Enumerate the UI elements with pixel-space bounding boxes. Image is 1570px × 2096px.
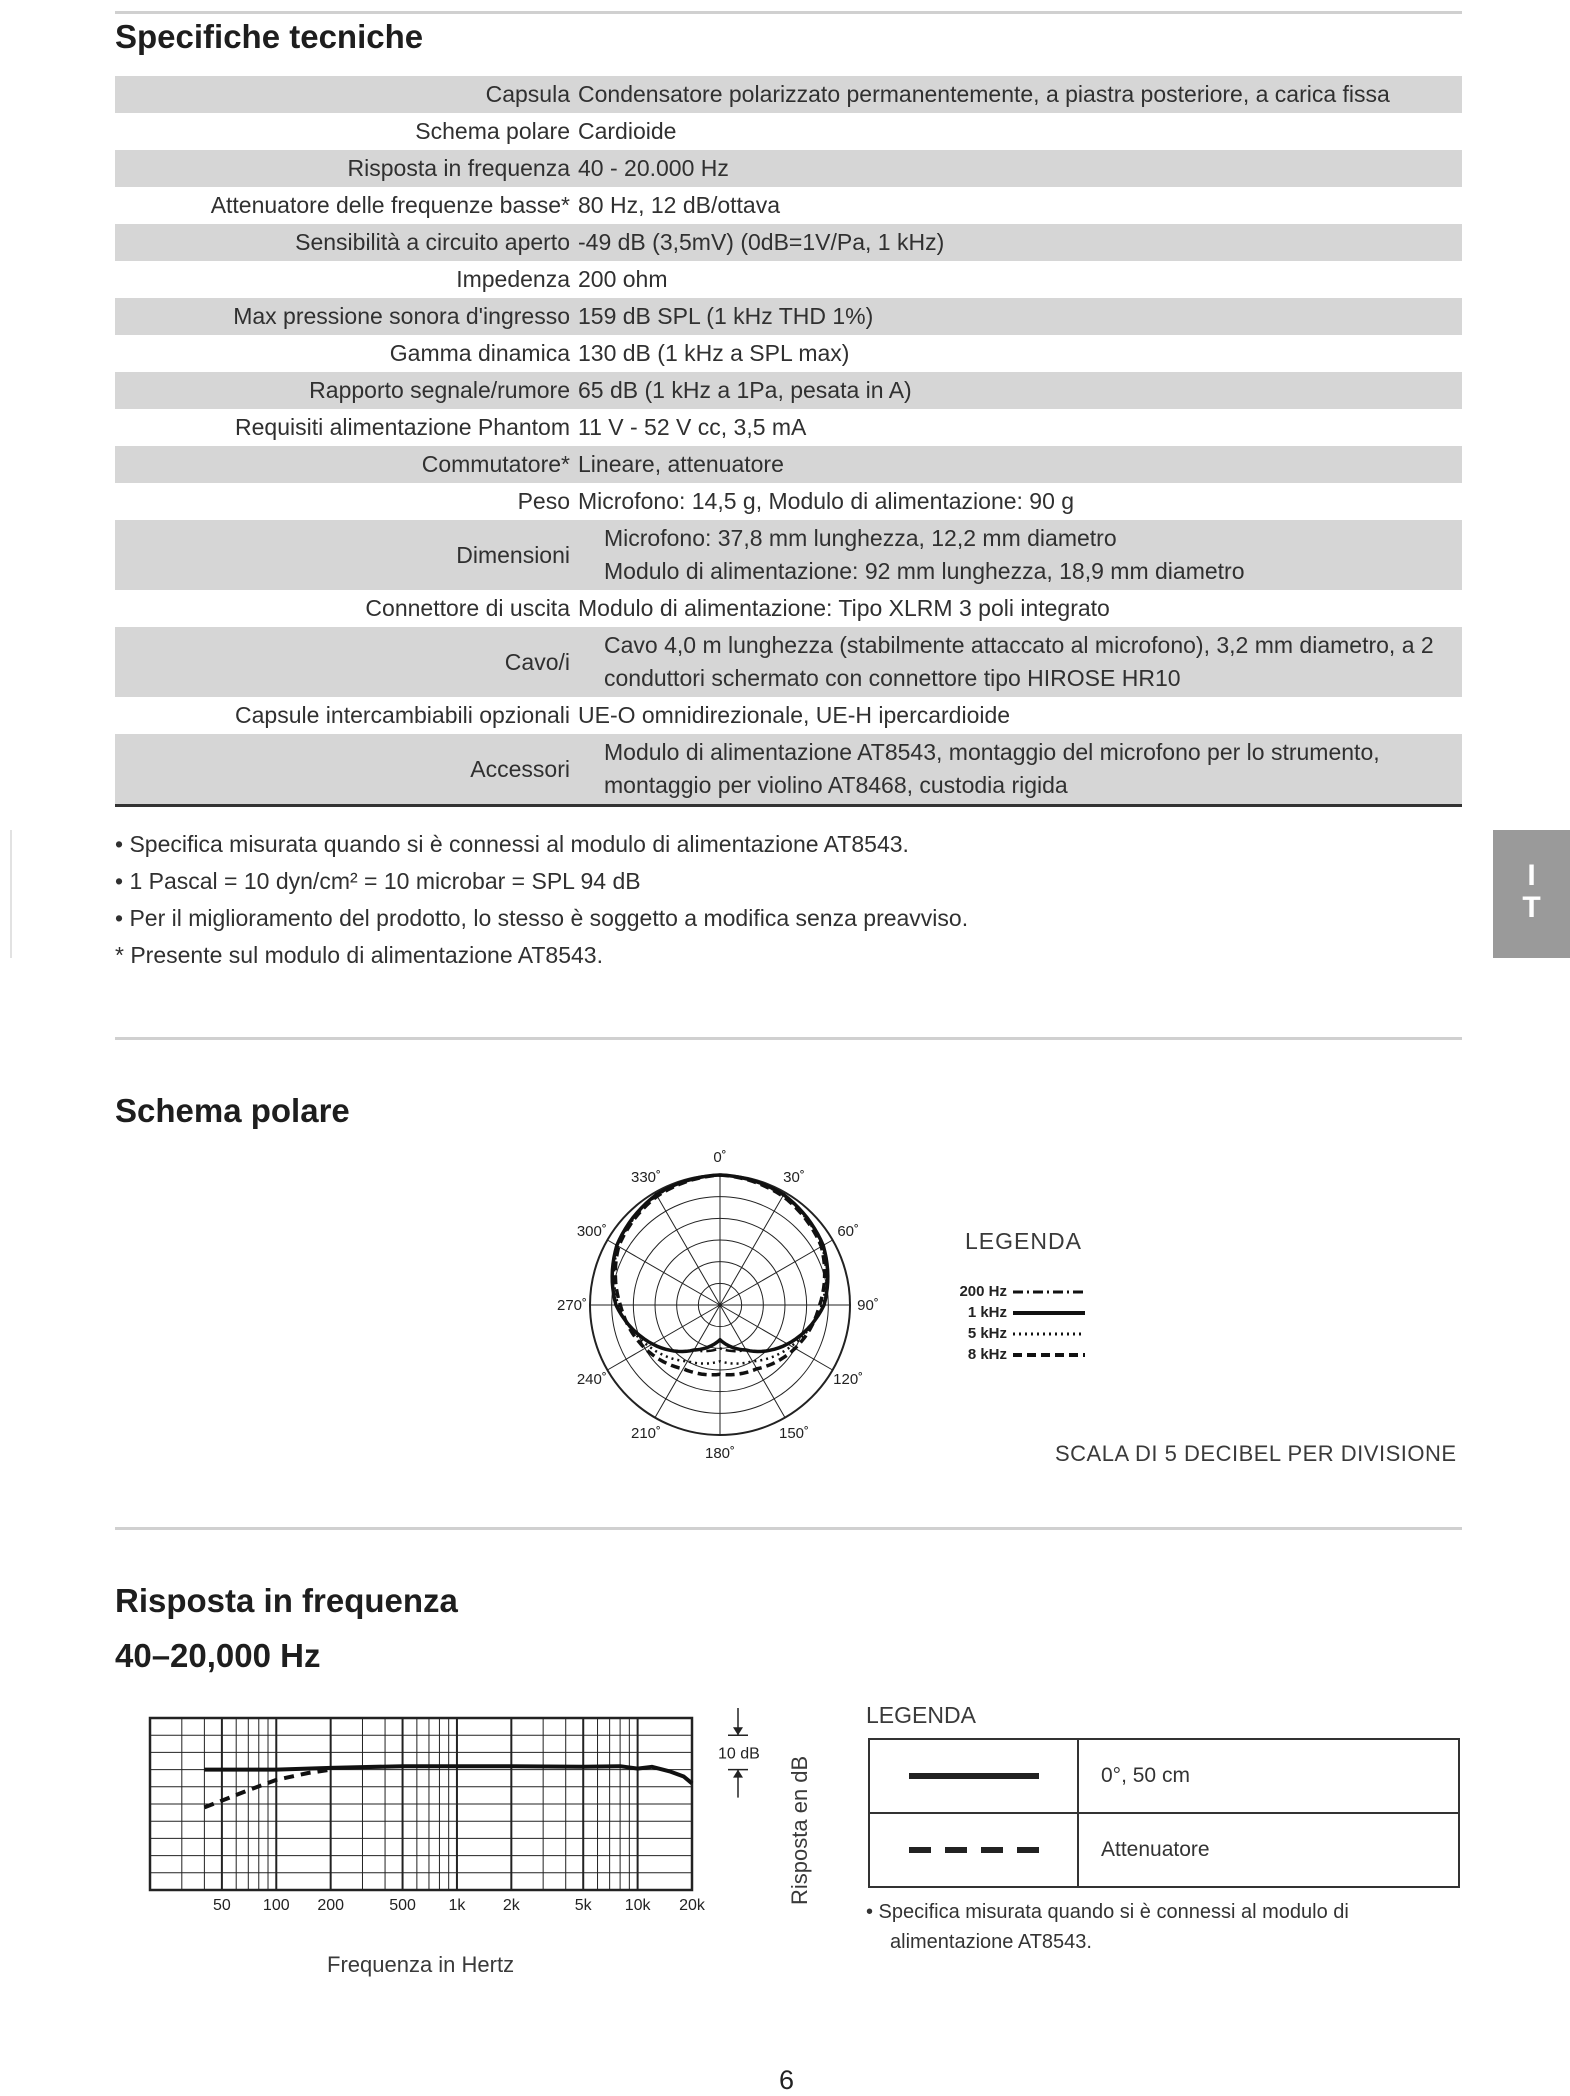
spec-value: Modulo di alimentazione: Tipo XLRM 3 poli integrato <box>578 595 1110 621</box>
polar-legend <box>945 1281 1085 1365</box>
note-1: • Specifica misurata quando si è connessi al modulo di alimentazione AT8543. <box>115 831 909 857</box>
polar-angle-label: 270˚ <box>556 1297 588 1314</box>
spec-row <box>115 520 1462 590</box>
polar-spoke <box>607 1240 720 1305</box>
polar-legend-swatch <box>1013 1308 1085 1318</box>
spec-label: Requisiti alimentazione Phantom <box>235 414 570 440</box>
polar-angle-label: 60˚ <box>837 1223 860 1240</box>
spec-value: Microfono: 37,8 mm lunghezza, 12,2 mm diametro Modulo di alimentazione: 92 mm lunghezza, 18,9 mm diametro <box>604 525 1245 584</box>
spec-value: -49 dB (3,5mV) (0dB=1V/Pa, 1 kHz) <box>578 229 945 255</box>
polar-angle-label: 150˚ <box>778 1425 810 1443</box>
spec-row <box>115 261 1462 298</box>
spec-label: Peso <box>517 488 570 514</box>
spec-value: 11 V - 52 V cc, 3,5 mA <box>578 414 807 440</box>
spec-row <box>115 76 1462 113</box>
polar-legend-row <box>945 1302 1085 1323</box>
frequency-x-tick: 10k <box>624 1897 651 1914</box>
page-number: 6 <box>779 2065 795 2095</box>
spec-table <box>115 76 1462 807</box>
polar-title: Schema polare <box>115 1092 350 1129</box>
spec-table-bottom-rule <box>115 804 1462 807</box>
polar-angle-label: 90˚ <box>857 1297 879 1314</box>
spec-row <box>115 446 1462 483</box>
frequency-x-tick: 200 <box>317 1897 345 1914</box>
language-tab-line2: T <box>1522 891 1541 924</box>
polar-legend-row <box>945 1281 1085 1302</box>
spec-value: 159 dB SPL (1 kHz THD 1%) <box>578 303 874 329</box>
spec-label: Dimensioni <box>456 541 570 568</box>
spec-value: Condensatore polarizzato permanentemente, a piastra posteriore, a carica fissa <box>578 81 1390 107</box>
polar-legend-row <box>945 1344 1085 1365</box>
spec-value: 80 Hz, 12 dB/ottava <box>578 192 781 218</box>
frequency-x-tick: 20k <box>679 1897 705 1914</box>
spec-label: Accessori <box>470 755 570 782</box>
legend-swatch-solid <box>869 1739 1078 1813</box>
spec-value: Lineare, attenuatore <box>578 451 784 477</box>
polar-angle-label: 180˚ <box>704 1445 736 1462</box>
spec-value: 40 - 20.000 Hz <box>578 155 729 181</box>
note-2: • 1 Pascal = 10 dyn/cm² = 10 microbar = SPL 94 dB <box>115 868 641 894</box>
spec-label: Attenuatore delle frequenze basse* <box>210 192 570 218</box>
spec-row <box>115 335 1462 372</box>
spec-label: Capsula <box>485 81 570 107</box>
spec-row <box>115 734 1462 804</box>
spec-row <box>115 113 1462 150</box>
legend-label-dashed: Attenuatore <box>1078 1813 1459 1887</box>
polar-legend-swatch <box>1013 1329 1085 1339</box>
spec-notes <box>115 826 968 974</box>
spec-value: Cardioide <box>578 118 677 144</box>
spec-row <box>115 150 1462 187</box>
legend-label-solid: 0°, 50 cm <box>1078 1739 1459 1813</box>
polar-angle-label: 240˚ <box>576 1371 607 1388</box>
frequency-x-tick: 2k <box>502 1897 520 1914</box>
spec-row <box>115 187 1462 224</box>
polar-legend-swatch <box>1013 1350 1085 1360</box>
spec-value: 130 dB (1 kHz a SPL max) <box>578 340 850 366</box>
polar-scale-note: SCALA DI 5 DECIBEL PER DIVISIONE <box>1055 1441 1457 1466</box>
polar-legend-label: 1 kHz <box>967 1304 1007 1321</box>
frequency-x-tick: 5k <box>574 1897 592 1914</box>
polar-rule <box>115 1037 1462 1040</box>
spec-value: 65 dB (1 kHz a 1Pa, pesata in A) <box>578 377 912 403</box>
spec-row <box>115 409 1462 446</box>
spec-value: Microfono: 14,5 g, Modulo di alimentazione: 90 g <box>578 488 1075 514</box>
spec-value: 200 ohm <box>578 266 668 292</box>
spec-row <box>115 483 1462 520</box>
frequency-chart <box>140 1708 780 1933</box>
spec-row <box>115 372 1462 409</box>
polar-chart <box>540 1140 920 1470</box>
frequency-note <box>866 1897 1349 1957</box>
polar-spoke <box>720 1240 833 1305</box>
frequency-grid <box>150 1718 692 1890</box>
polar-angle-label: 30˚ <box>783 1168 805 1186</box>
polar-legend-label: 200 Hz <box>959 1283 1007 1300</box>
note-3: • Per il miglioramento del prodotto, lo stesso è soggetto a modifica senza preavviso. <box>115 905 969 931</box>
frequency-note-line2: alimentazione AT8543. <box>890 1931 1092 1953</box>
frequency-x-label: Frequenza in Hertz <box>327 1952 515 1977</box>
spec-label: Risposta in frequenza <box>347 155 570 181</box>
frequency-title-line1: Risposta in frequenza <box>115 1582 458 1619</box>
spec-label: Impedenza <box>456 266 570 292</box>
frequency-note-line1: • Specifica misurata quando si è connessi al modulo di <box>866 1901 1349 1923</box>
spec-label: Gamma dinamica <box>389 340 570 366</box>
spec-row <box>115 224 1462 261</box>
spec-label: Schema polare <box>415 118 570 144</box>
polar-legend-label: 8 kHz <box>967 1346 1007 1363</box>
frequency-y-label: Risposta en dB <box>787 1755 812 1905</box>
language-tab-line1: I <box>1527 859 1536 892</box>
polar-angle-label: 120˚ <box>833 1371 864 1388</box>
polar-spoke <box>655 1192 720 1305</box>
spec-row <box>115 697 1462 734</box>
frequency-x-tick: 1k <box>448 1897 466 1914</box>
spec-label: Sensibilità a circuito aperto <box>295 229 570 255</box>
frequency-x-tick: 100 <box>262 1897 290 1914</box>
spec-label: Rapporto segnale/rumore <box>309 377 570 403</box>
language-tab[interactable] <box>1493 830 1570 958</box>
polar-legend-row <box>945 1323 1085 1344</box>
frequency-rule <box>115 1527 1462 1530</box>
spec-row <box>115 627 1462 697</box>
legend-swatch-dashed <box>869 1813 1078 1887</box>
specs-title: Specifiche tecniche <box>115 18 424 55</box>
spec-label: Cavo/i <box>504 648 570 675</box>
spec-label: Connettore di uscita <box>365 595 570 621</box>
polar-angle-label: 330˚ <box>630 1168 662 1186</box>
frequency-title-line2: 40–20,000 Hz <box>115 1637 321 1674</box>
polar-legend-label: 5 kHz <box>967 1325 1007 1342</box>
spec-label: Commutatore* <box>421 451 570 477</box>
polar-spoke <box>720 1305 785 1418</box>
spec-value: UE-O omnidirezionale, UE-H ipercardioide <box>578 702 1011 728</box>
polar-spoke <box>720 1192 785 1305</box>
spec-label: Max pressione sonora d'ingresso <box>233 303 570 329</box>
top-rule <box>115 11 1462 14</box>
legend-row-dashed <box>869 1813 1459 1887</box>
polar-grid <box>590 1175 850 1435</box>
frequency-x-tick: 50 <box>212 1897 231 1914</box>
polar-angle-label: 300˚ <box>576 1223 607 1240</box>
polar-legend-swatch <box>1013 1287 1085 1297</box>
note-4: * Presente sul modulo di alimentazione AT8543. <box>115 942 603 968</box>
spec-value: Modulo di alimentazione AT8543, montaggio del microfono per lo strumento, montaggio per violino AT8468, custodia rigida <box>604 739 1380 798</box>
frequency-legend-title: LEGENDA <box>866 1702 976 1728</box>
legend-row-solid <box>869 1739 1459 1813</box>
polar-legend-title: LEGENDA <box>965 1228 1082 1254</box>
spec-label: Capsule intercambiabili opzionali <box>235 702 570 728</box>
polar-angle-label: 0˚ <box>713 1149 727 1166</box>
frequency-legend-table <box>868 1738 1460 1888</box>
spec-row <box>115 590 1462 627</box>
frequency-x-tick: 500 <box>389 1897 416 1914</box>
left-margin-line <box>10 830 12 958</box>
spec-row <box>115 298 1462 335</box>
polar-angle-label: 210˚ <box>630 1425 662 1443</box>
spec-value: Cavo 4,0 m lunghezza (stabilmente attaccato al microfono), 3,2 mm diametro, a 2 conduttori schermato con connettore tipo HIROSE HR10 <box>604 632 1434 691</box>
frequency-db-marker-label: 10 dB <box>718 1745 760 1763</box>
